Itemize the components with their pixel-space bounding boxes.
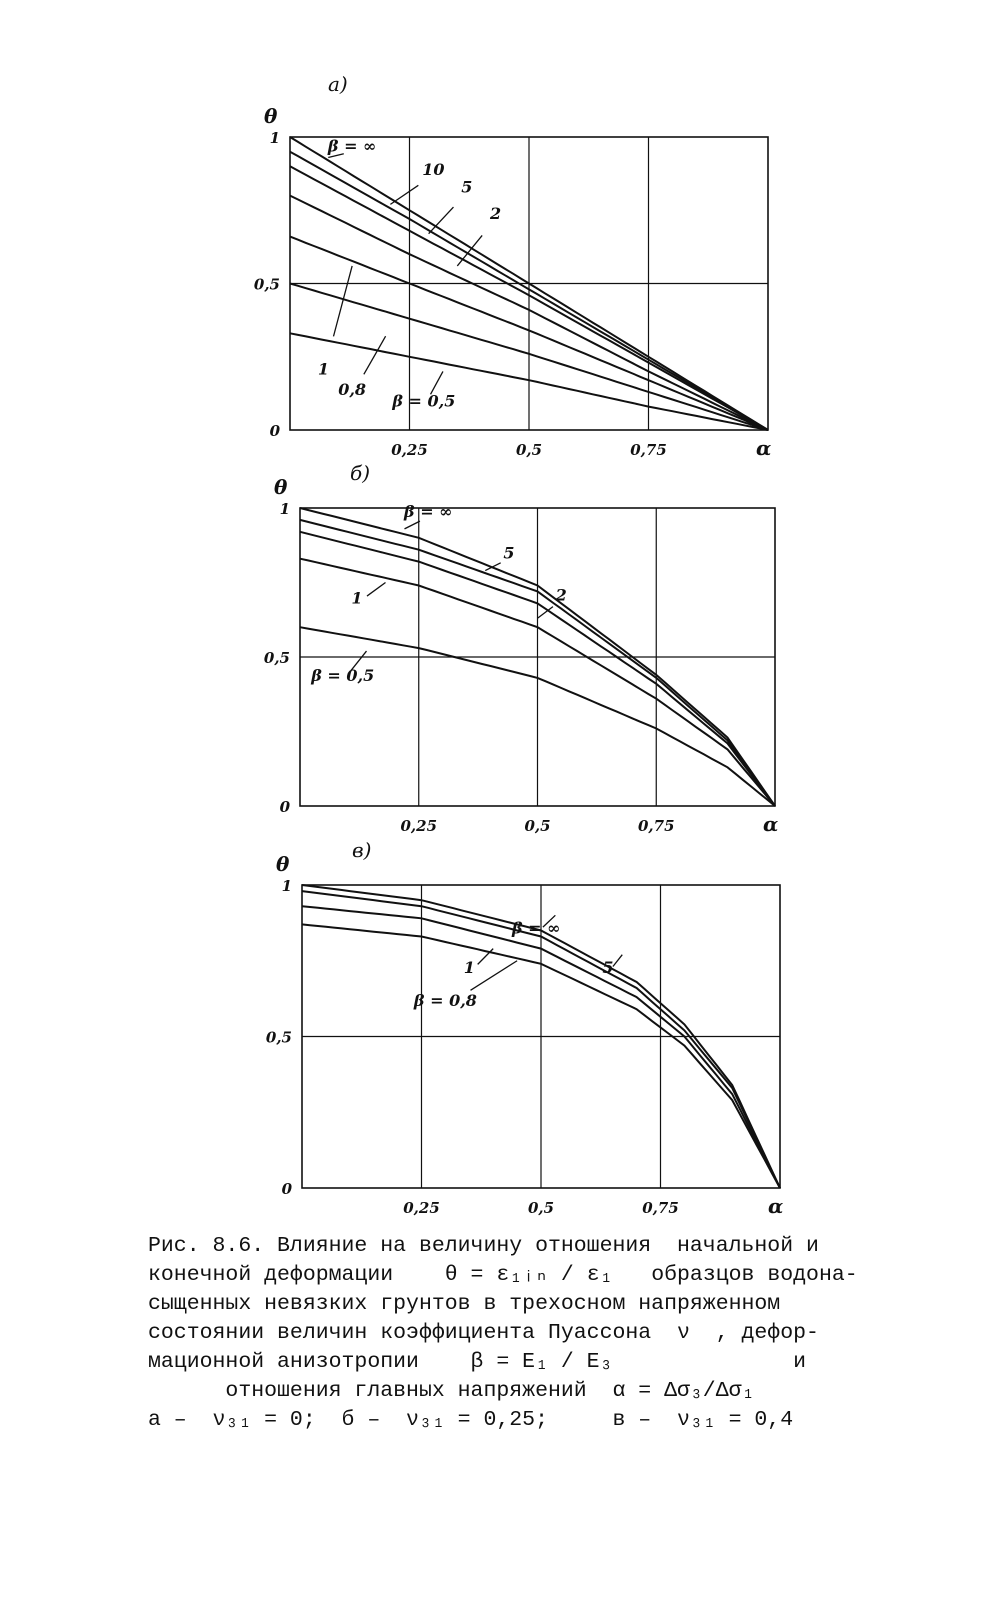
- y-tick-label: 0: [269, 422, 280, 440]
- caption-line: а – ν₃₁ = 0; б – ν₃₁ = 0,25; в – ν₃₁ = 0,4: [148, 1408, 794, 1432]
- x-axis-label: α: [768, 1194, 784, 1218]
- x-tick-label: 0,25: [403, 1199, 440, 1217]
- series-label: 1: [351, 588, 363, 608]
- series-label: β = ∞: [404, 501, 453, 521]
- y-axis-label: θ: [264, 104, 278, 128]
- x-tick-label: 0,75: [637, 817, 675, 835]
- caption-line: Рис. 8.6. Влияние на величину отношения начальной и: [148, 1234, 819, 1258]
- caption-line: отношения главных напряжений α = Δσ₃/Δσ₁: [148, 1379, 755, 1403]
- series-label: 2: [555, 585, 567, 605]
- x-axis-label: α: [763, 812, 779, 836]
- caption-line: конечной деформации θ = ε₁ᵢₙ / ε₁ образцов водона-: [148, 1263, 858, 1287]
- y-tick-label: 0: [281, 1180, 292, 1198]
- y-axis-label: θ: [274, 475, 288, 499]
- series-label: β = 0,8: [413, 991, 477, 1011]
- series-label: 1: [317, 359, 330, 379]
- figure-caption: [148, 1232, 948, 1435]
- x-tick-label: 0,75: [630, 441, 667, 459]
- panel-label: в): [352, 838, 372, 862]
- label-leader-line: [405, 521, 420, 529]
- panel-label: a): [328, 72, 348, 96]
- series-label: 10: [422, 160, 445, 180]
- x-tick-label: 0,75: [642, 1199, 679, 1217]
- y-tick-label: 1: [269, 129, 280, 147]
- series-label: β = ∞: [511, 918, 561, 938]
- series-label: β = 0,5: [392, 391, 456, 411]
- series-label: β = 0,5: [311, 665, 375, 685]
- series-label: β = ∞: [327, 136, 377, 156]
- x-axis-label: α: [756, 436, 772, 460]
- series-label: 5: [602, 957, 614, 977]
- y-tick-label: 1: [281, 877, 292, 895]
- caption-line: мационной анизотропии β = E₁ / E₃ и: [148, 1350, 807, 1374]
- series-label: 5: [503, 543, 515, 563]
- series-label: 5: [461, 177, 473, 197]
- x-tick-label: 0,25: [391, 441, 428, 459]
- label-leader-line: [470, 961, 517, 991]
- x-tick-label: 0,25: [400, 817, 438, 835]
- series-label: 1: [463, 957, 475, 977]
- caption-line: сыщенных невязких грунтов в трехосном напряженном: [148, 1292, 781, 1316]
- label-leader-line: [364, 336, 386, 374]
- y-tick-label: 1: [279, 500, 290, 518]
- label-leader-line: [457, 235, 482, 265]
- x-tick-label: 0,5: [524, 817, 551, 835]
- series-label: 2: [489, 204, 502, 224]
- series-label: 0,8: [338, 379, 367, 399]
- y-tick-label: 0,5: [265, 1028, 292, 1047]
- label-leader-line: [390, 185, 418, 204]
- y-axis-label: θ: [276, 852, 290, 876]
- label-leader-line: [367, 583, 386, 597]
- y-tick-label: 0,5: [263, 649, 290, 667]
- x-tick-label: 0,5: [527, 1199, 555, 1217]
- label-leader-line: [613, 955, 622, 967]
- y-tick-label: 0: [279, 798, 290, 816]
- y-tick-label: 0,5: [253, 275, 280, 294]
- x-tick-label: 0,5: [515, 441, 543, 459]
- caption-line: состоянии величин коэффициента Пуассона ν , дефор-: [148, 1321, 819, 1345]
- panel-label: б): [350, 461, 371, 485]
